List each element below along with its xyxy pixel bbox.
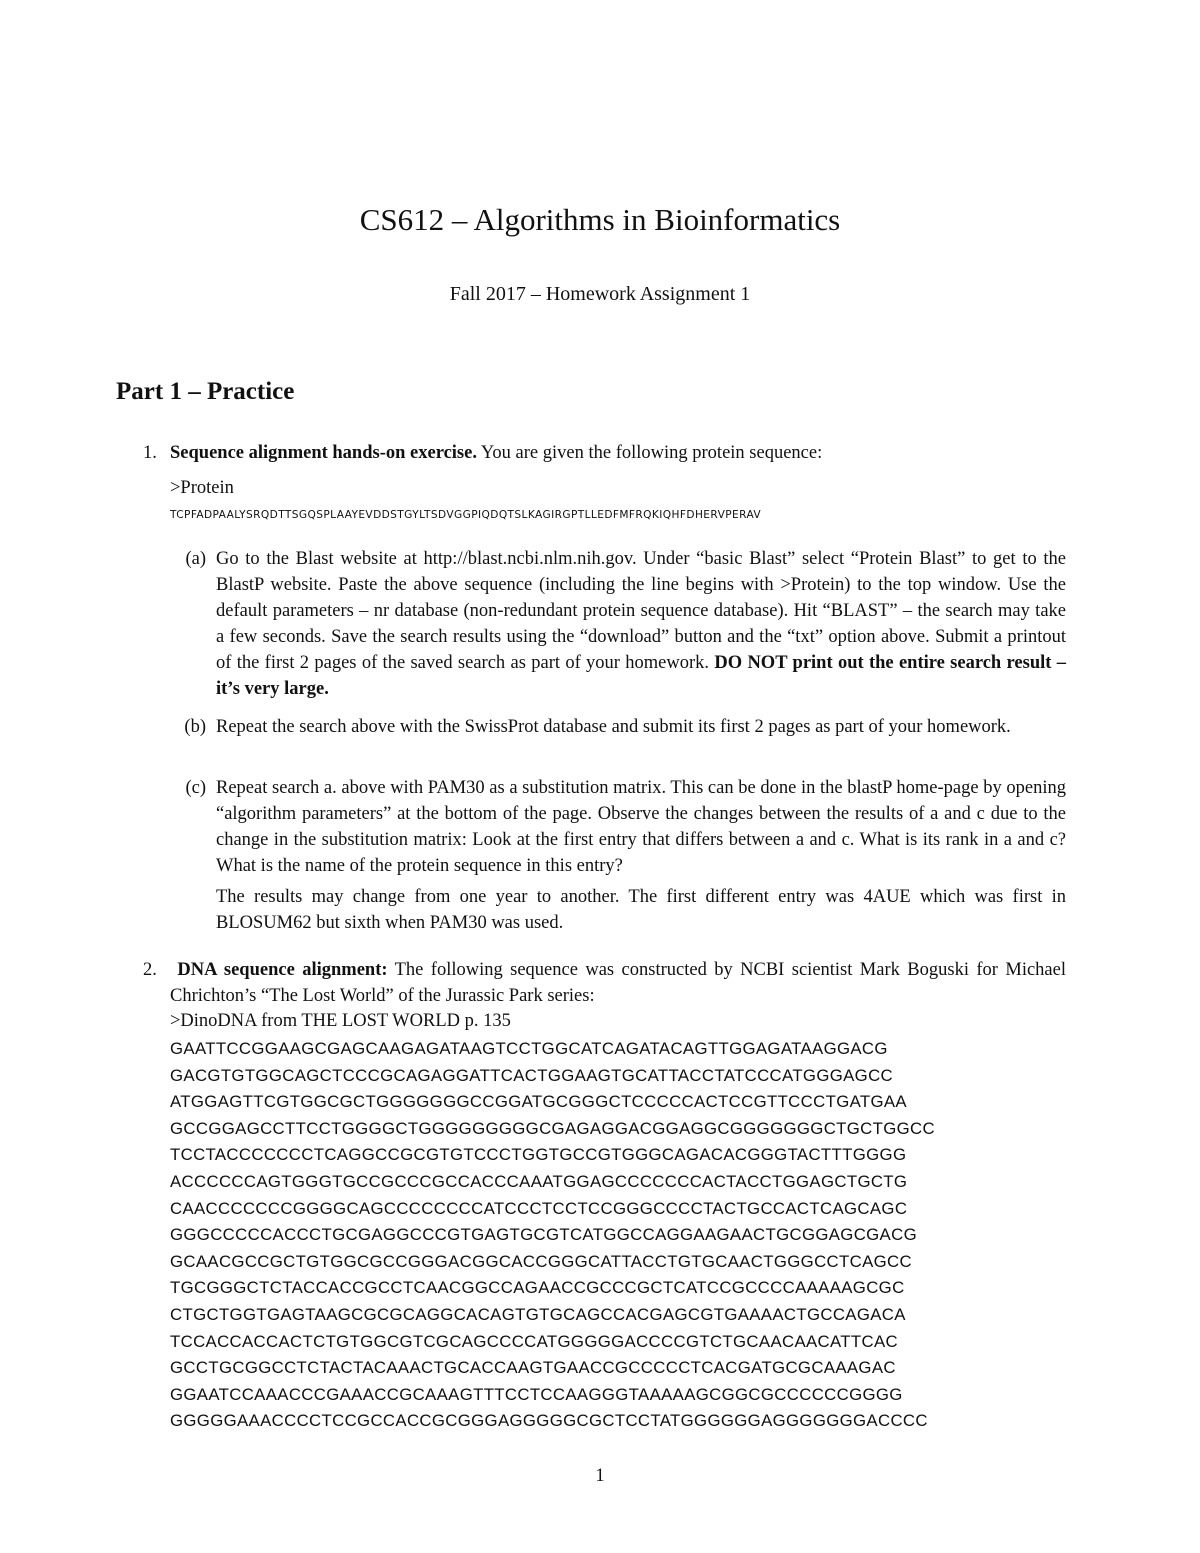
subitem-b-label: (b) xyxy=(184,717,206,737)
protein-sequence-label: >Protein xyxy=(170,478,234,498)
dna-line: CAACCCCCCCGGGGCAGCCCCCCCCATCCCTCCTCCGGGCCCCTACTGCCACTCAGCAGC xyxy=(170,1198,908,1218)
document-subtitle: Fall 2017 – Homework Assignment 1 xyxy=(449,283,751,305)
dna-line: GAATTCCGGAAGCGAGCAAGAGATAAGTCCTGGCATCAGATACAGTTGGAGATAAGGACG xyxy=(170,1039,888,1058)
subitem-a-warning: DO NOT print out the entire search result – it’s very large. xyxy=(216,653,1066,699)
subitem-a-body: Go to the Blast website at http://blast.ncbi.nlm.nih.gov. Under “basic Blast” select “Protein Blast” to get to the BlastP website. Paste the above sequence (including the line begins with >Protein) to the top window. Use the default parameters – nr database (non-redundant protein sequence database). Hit “BLAST” – the search may take a few seconds. Save the search results using the “download” button and the “txt” option above. Submit a printout of the first 2 pages of the saved search as part of your homework. xyxy=(216,549,1066,673)
dna-line: CTGCTGGTGAGTAAGCGCGCAGGCACAGTGTGCAGCCACGAGCGTGAAAACTGCCAGACA xyxy=(170,1304,906,1324)
question-2-number: 2. xyxy=(143,960,157,980)
protein-sequence: TCPFADPAALYSRQDTTSGQSPLAAYEVDDSTGYLTSDVGGPIQDQTSLKAGIRGPTLLEDFMFRQKIQHFDHERVPERAV xyxy=(170,509,762,521)
page-number: 1 xyxy=(595,1466,605,1486)
subitem-c-note: The results may change from one year to another. The first different entry was 4AUE which was first in BLOSUM62 but sixth when PAM30 was used. xyxy=(216,887,1066,933)
document-title: CS612 – Algorithms in Bioinformatics xyxy=(359,202,841,237)
dna-line: GACGTGTGGCAGCTCCCGCAGAGGATTCACTGGAAGTGCATTACCTATCCCATGGGAGCC xyxy=(170,1065,894,1085)
dna-line: GGGCCCCCACCCTGCGAGGCCCGTGAGTGCGTCATGGCCAGGAAGAACTGCGGAGCGACG xyxy=(170,1225,917,1245)
dna-line: TCCTACCCCCCCTCAGGCCGCGTGTCCCTGGTGCCGTGGGCAGACACGGGTACTTTGGGG xyxy=(170,1145,907,1165)
question-1-title: Sequence alignment hands-on exercise. xyxy=(170,443,477,463)
subitem-c-label: (c) xyxy=(185,778,206,798)
question-2-title: DNA sequence alignment: xyxy=(177,960,388,980)
question-1-text: You are given the following protein sequence: xyxy=(476,443,823,463)
dna-line: GCAACGCCGCTGTGGCGCCGGGACGGCACCGGGCATTACCTGTGCAACTGGGCCTCAGCC xyxy=(170,1251,912,1271)
dna-line: GGGGGAAACCCCTCCGCCACCGCGGGAGGGGGCGCTCCTATGGGGGGAGGGGGGGACCCC xyxy=(170,1411,928,1431)
dna-line: GCCGGAGCCTTCCTGGGGCTGGGGGGGGGCGAGAGGACGGAGGCGGGGGGGCTGCTGGCC xyxy=(170,1118,935,1138)
subitem-c-text: Repeat search a. above with PAM30 as a substitution matrix. This can be done in the blastP home-page by opening “algorithm parameters” at the bottom of the page. Observe the changes between the results of a and c due to the change in the substitution matrix: Look at the first entry that differs between a and c. What is its rank in a and c? What is the name of the protein sequence in this entry? xyxy=(216,778,1066,876)
dna-line: ATGGAGTTCGTGGCGCTGGGGGGGCCGGATGCGGGCTCCCCCACTCCGTTCCCTGATGAA xyxy=(170,1092,907,1112)
part-heading: Part 1 – Practice xyxy=(116,378,295,405)
dna-sequence-label: >DinoDNA from THE LOST WORLD p. 135 xyxy=(170,1011,511,1031)
subitem-b-text: Repeat the search above with the SwissProt database and submit its first 2 pages as part of your homework. xyxy=(216,717,1011,737)
dna-sequence-block xyxy=(170,1036,935,1435)
subitem-a-text xyxy=(216,546,1066,702)
dna-line: ACCCCCCAGTGGGTGCCGCCCGCCACCCAAATGGAGCCCCCCCACTACCTGGAGCTGCTG xyxy=(170,1171,908,1191)
subitem-a-label: (a) xyxy=(185,549,206,569)
dna-line: GCCTGCGGCCTCTACTACAAACTGCACCAAGTGAACCGCCCCCTCACGATGCGCAAAGAC xyxy=(170,1358,896,1378)
dna-line: GGAATCCAAACCCGAAACCGCAAAGTTTCCTCCAAGGGTAAAAAGCGGCGCCCCCCGGGG xyxy=(170,1384,903,1404)
question-2-text: The following sequence was constructed by NCBI scientist Mark Boguski for Michael Chrichton’s “The Lost World” of the Jurassic Park series: xyxy=(170,960,1066,1006)
question-1-number: 1. xyxy=(143,443,157,463)
question-1-prompt xyxy=(170,440,1070,466)
dna-line: TGCGGGCTCTACCACCGCCTCAACGGCCAGAACCGCCCGCTCATCCGCCCCAAAAAGCGC xyxy=(170,1278,905,1298)
dna-line: TCCACCACCACTCTGTGGCGTCGCAGCCCCATGGGGGACCCCGTCTGCAACAACATTCAC xyxy=(170,1331,898,1351)
question-2-prompt xyxy=(170,957,1066,1009)
